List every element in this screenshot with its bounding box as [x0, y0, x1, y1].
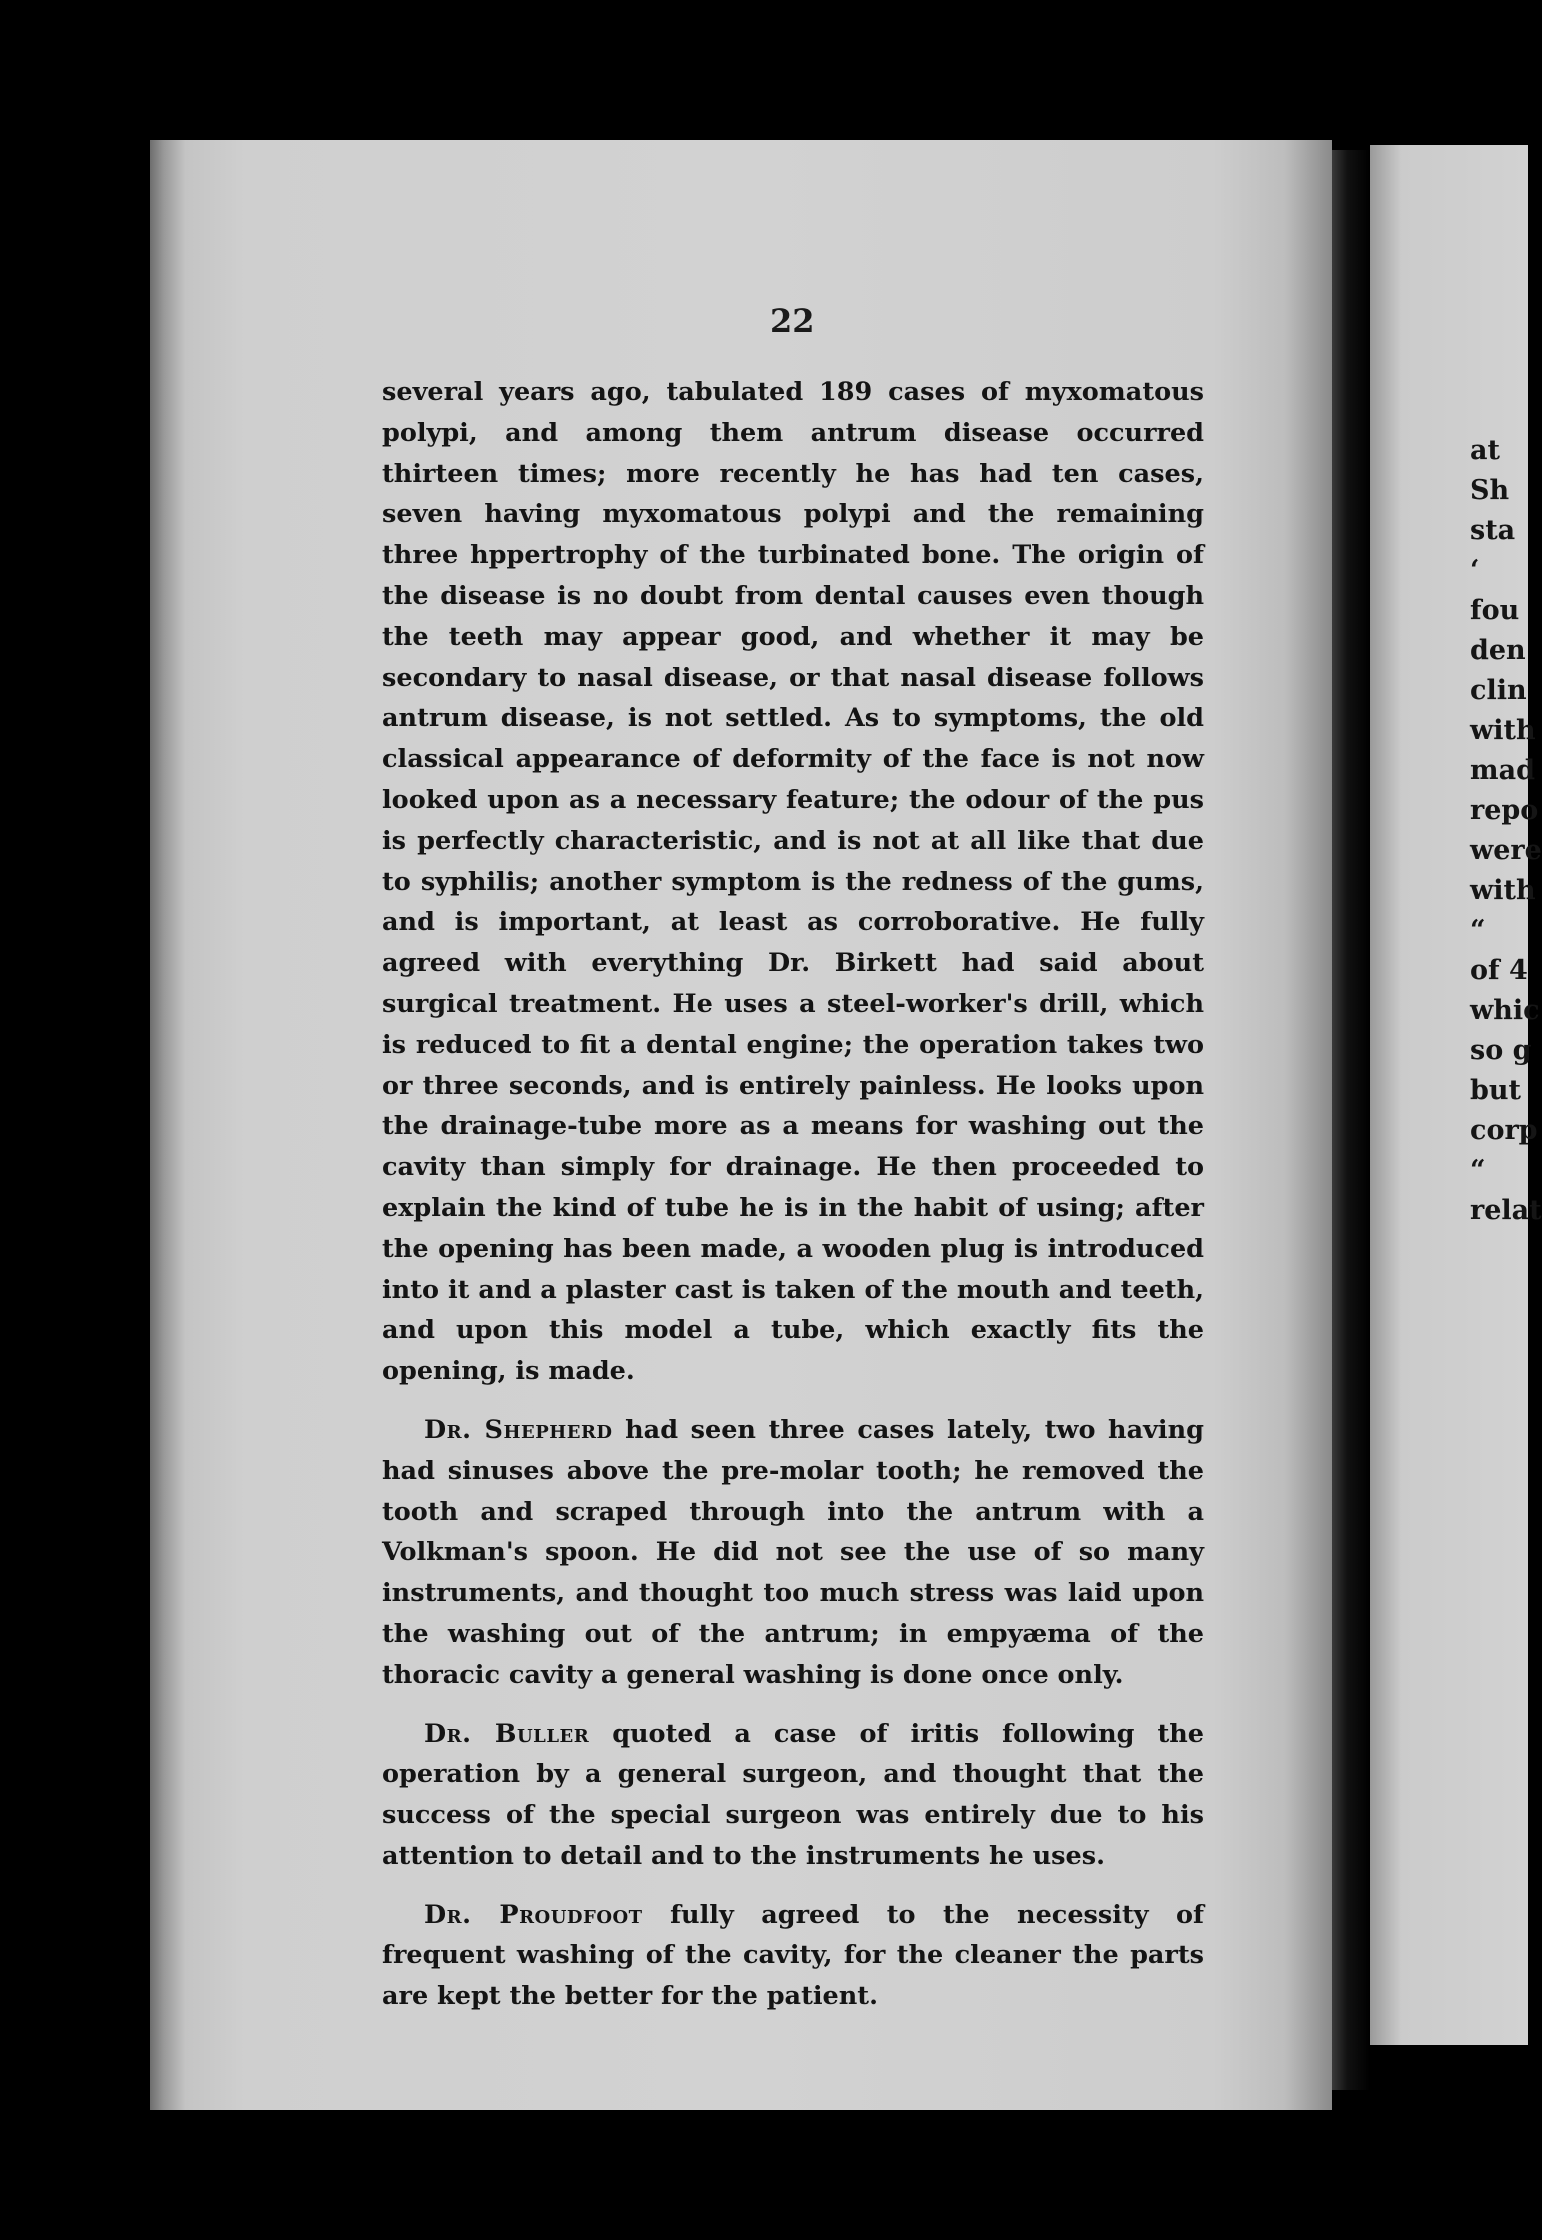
- speaker-name: Dr. Buller: [424, 1718, 590, 1749]
- facing-page-fragment: with: [1470, 715, 1536, 746]
- facing-page-fragment: but: [1470, 1075, 1521, 1106]
- facing-page-fragment: relat: [1470, 1195, 1542, 1226]
- facing-page-fragment: “: [1470, 1155, 1486, 1186]
- paragraph-text: had seen three cases lately, two having had sinuses above the pre-molar tooth; he removed the tooth and scraped through into the antrum with a Volkman's spoon. He did not see the use of so many instruments, and thought too much stress was laid upon the washing out of the antrum; in empyæma of the thoracic cavity a general washing is done once only.: [382, 1414, 1204, 1690]
- paragraph: [382, 1714, 1204, 1877]
- facing-page-fragment: sta: [1470, 515, 1516, 546]
- body-text: [382, 372, 1204, 2017]
- facing-page-fragment: Sh: [1470, 475, 1510, 506]
- speaker-name: Dr. Proudfoot: [424, 1899, 643, 1930]
- paragraph-text: fully agreed to the necessity of frequent washing of the cavity, for the cleaner the parts are kept the better for the patient.: [382, 1899, 1204, 2012]
- facing-page-fragment: corp: [1470, 1115, 1538, 1146]
- facing-page-fragment: clin: [1470, 675, 1527, 706]
- facing-page-fragment: so g: [1470, 1035, 1532, 1066]
- paragraph-text: several years ago, tabulated 189 cases of myxomatous polypi, and among them antrum disease occurred thirteen times; more recently he has had ten cases, seven having myxomatous polypi and the remaining three hppertrophy of the turbinated bone. The origin of the disease is no doubt from dental causes even though the teeth may appear good, and whether it may be secondary to nasal disease, or that nasal disease follows antrum disease, is not settled. As to symptoms, the old classical appearance of deformity of the face is not now looked upon as a necessary feature; the odour of the pus is perfectly characteristic, and is not at all like that due to syphilis; another symptom is the redness of the gums, and is important, at least as corroborative. He fully agreed with everything Dr. Birkett had said about surgical treatment. He uses a steel-worker's drill, which is reduced to fit a dental engine; the operation takes two or three seconds, and is entirely painless. He looks upon the drainage-tube more as a means for washing out the cavity than simply for drainage. He then proceeded to explain the kind of tube he is in the habit of using; after the opening has been made, a wooden plug is introduced into it and a plaster cast is taken of the mouth and teeth, and upon this model a tube, which exactly fits the opening, is made.: [382, 377, 1204, 1387]
- facing-page-fragment: were: [1470, 835, 1542, 866]
- facing-page-fragment: with: [1470, 875, 1536, 906]
- page-gutter: [1332, 150, 1370, 2090]
- paragraph: [382, 1410, 1204, 1696]
- facing-page-edge: [1370, 145, 1542, 2045]
- paragraph: [382, 1895, 1204, 2017]
- facing-page-fragment: ‘: [1470, 555, 1480, 586]
- paragraph: [382, 372, 1204, 1392]
- facing-page-fragment: den: [1470, 635, 1526, 666]
- facing-page-fragment: fou: [1470, 595, 1520, 626]
- facing-page-fragment: mad: [1470, 755, 1535, 786]
- facing-page-fragment: whic: [1470, 995, 1540, 1026]
- facing-page-fragment: “: [1470, 915, 1486, 946]
- facing-page-fragment: of 4: [1470, 955, 1528, 986]
- facing-page-fragment: at: [1470, 435, 1500, 466]
- speaker-name: Dr. Shepherd: [424, 1414, 613, 1445]
- paragraph-text: quoted a case of iritis following the operation by a general surgeon, and thought that the success of the special surgeon was entirely due to his attention to detail and to the instruments he uses.: [382, 1718, 1204, 1871]
- facing-page-fragment: repo: [1470, 795, 1539, 826]
- page-number: 22: [770, 302, 815, 340]
